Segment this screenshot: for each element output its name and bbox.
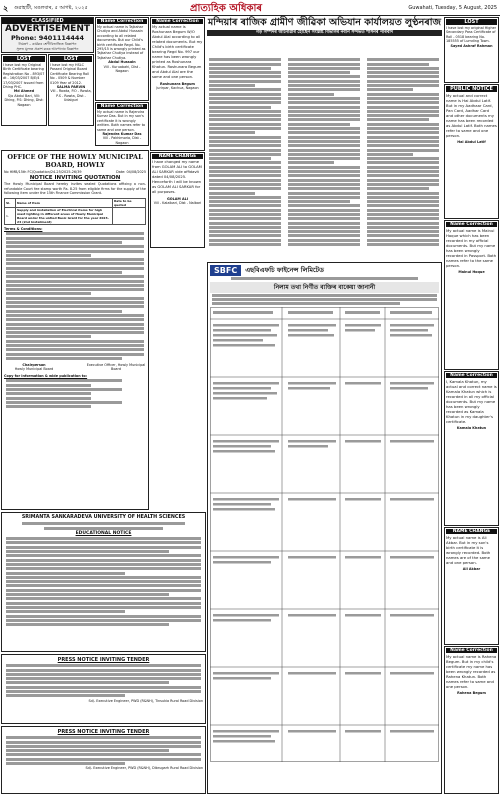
article-column-2 <box>286 57 362 259</box>
lost-notice-right <box>444 17 499 83</box>
notice-ref-no: No HMB/15th FC/Quotation/24-25/2025-26/39 <box>4 170 82 174</box>
lost-address: S/o Abdul Bari, Vill: Dhing, P.S: Dhing, Dist: Nagaon <box>4 93 44 107</box>
notice-signature: Kamala Khatun <box>456 426 487 430</box>
notice-title: Name Correction <box>446 222 497 227</box>
feature-subheadline: গড় সম্পদৰ আনোৱাৰ হোছেন সংশ্লিষ্ট বিভাগৰ নবীন সন্দৰ্ভত শাসনৰ পৰিবাদ <box>207 30 442 36</box>
lost-signature: SALMA PARVIN <box>56 85 86 90</box>
name-correction-col2-2 <box>95 102 149 146</box>
public-notice-signature: Hai Abdul Latif <box>457 140 486 144</box>
notice-address: Vill - Kalaibari, Dist - Nalbari <box>153 201 202 206</box>
pwd-notice-text <box>4 736 203 765</box>
notice-copy-to: Copy for information & wide publication to: <box>4 373 88 378</box>
signature-left <box>4 363 64 372</box>
name-correction-col2-1 <box>95 17 149 101</box>
notice-terms-title: Terms & Conditions: <box>4 226 43 231</box>
name-change-right <box>444 527 499 645</box>
public-notice <box>444 84 499 219</box>
lost-body: I have lost my HSLC Passed Original Board Certificate Bearing Roll No - 0509 & Number 0109 Year of 2012. <box>50 63 90 85</box>
page-number: ২ <box>3 4 9 13</box>
lost-title: LOST <box>446 19 497 25</box>
notice-body: My actual name is Mainul Hoque which has been recorded in my official documents. But my name has been wrongly recorded in Passport. Both names refer to the same person. <box>446 228 497 268</box>
public-notice-body: My actual and correct name is Hai Abdul Latif. But in my Aadhaar Card, Pan Card, Aadhar Card and other documents my name has been recorded as Abdul Latif. Both names refer to same and one person. <box>446 93 497 138</box>
newspaper-logo: প্ৰাত্যহিক অধিকাৰ <box>190 3 263 14</box>
sbfc-title: নিলাম তথা নিৰ্ণীত ব্যক্তিৰ বাকেয়া জানানী <box>210 282 439 293</box>
table-row <box>5 207 146 224</box>
university-notice-text <box>4 537 203 626</box>
date-left: গুৱাহাটী, মঙলবাৰ, ৫ আগষ্ট, ২০২৫ <box>14 5 88 11</box>
notice-title: NAME CHANGE <box>152 154 203 159</box>
table-cell: 1. <box>5 207 16 224</box>
notice-title: Name Correction <box>152 19 203 24</box>
pwd-notice-title: PRESS NOTICE INVITING TENDER <box>57 657 150 663</box>
article-column-3 <box>365 57 441 259</box>
lost-signature: Sayed Ashraf Rahman <box>450 43 493 48</box>
name-correction-right-3 <box>444 646 499 794</box>
sbfc-property-table <box>210 307 439 762</box>
table-header: Rate to be quoted <box>113 198 146 207</box>
lost-address: Vill - Rowta, P.O - Rowta, P.S - Rowta, Dist - Udalguri <box>50 89 92 103</box>
sbfc-header <box>210 265 439 276</box>
lost-title: LOST <box>50 56 92 62</box>
notice-signature: Ali Akbar <box>462 567 481 571</box>
pwd-signature: Sd/- Executive Engineer, PWD (R&NH), Dibrugarh Rural Road Division <box>85 766 203 771</box>
classified-phone: Phone: 9401114444 <box>11 34 84 42</box>
notice-item-table <box>4 198 146 225</box>
notice-signatures <box>4 363 146 372</box>
classified-label: CLASSIFIED <box>2 18 93 24</box>
classified-heading: ADVERTISEMENT <box>5 24 90 34</box>
pwd-tender-notice-1 <box>1 654 206 724</box>
classified-tagline-2: সুলভ মূল্যত প্ৰকাশ কৰক আপোনাৰ বিজ্ঞাপন <box>16 46 79 51</box>
notice-terms-text <box>4 232 146 360</box>
pwd-notice-text <box>4 664 203 697</box>
table-cell <box>113 207 146 224</box>
feature-article <box>207 17 442 260</box>
classified-tagline-1: নিয়ন্ত্ৰণ – কাৰ্যকৰ শ্ৰেণীবিভাজিত বিজ্ঞাপন <box>18 42 77 46</box>
table-cell: Supply and installation of Electrical items for high mast lighting in different areas of Howly Municipal Board under the untied Basic Grant for the year 2023-24 (2nd Installment) <box>16 207 113 224</box>
notice-title: Name Correction <box>446 373 497 378</box>
classified-header <box>1 17 94 53</box>
notice-signature: Roshunara Begum <box>160 82 195 86</box>
notice-title: Name Correction <box>97 19 147 24</box>
signature-name: Chairperson <box>22 362 46 367</box>
name-correction-right-2 <box>444 371 499 526</box>
notice-signature: Abdul Hussain <box>108 60 136 65</box>
notice-ref-date: Date: 04/08/2025 <box>116 170 146 174</box>
lost-title: LOST <box>3 56 45 62</box>
lost-body: I have lost my Original Birth Certificate bearing Registration No - 893/07 dt - 16/03/2007 B/E/4 17/03/2007 issued from Dhing PHC. <box>3 63 45 90</box>
name-correction-col3-1 <box>150 17 205 151</box>
sbfc-auction-notice <box>207 262 442 794</box>
masthead <box>0 0 500 16</box>
pwd-tender-notice-2 <box>1 726 206 794</box>
sbfc-name: এছবিএফচি ফাইনেন্স লিমিটেড <box>245 266 324 274</box>
name-correction-right-1 <box>444 220 499 370</box>
signature-right: Executive Officer, Howly Municipal Board <box>86 362 146 372</box>
notice-body: My actual name is Rajendra Kumar Das. But in my son's certificate it is wrongly written. Both names refer to same and one person. <box>97 110 146 132</box>
public-notice-title: PUBLIC NOTICE <box>446 86 497 92</box>
name-change-col3 <box>150 152 205 248</box>
sbfc-intro <box>210 294 439 306</box>
lost-notice-1 <box>1 54 47 126</box>
notice-body: My actual name is Rahena Begum. But in my child's certificate my name has been wrongly recorded as Rahena Khatun. Both names refer to same and one person. <box>446 654 497 689</box>
notice-title: NOTICE INVITING QUOTATION <box>29 175 121 182</box>
notice-body: I have changed my name from GOLAM ALI to GOLAM ALI SARKAR vide affidavit dated 04/08/2025. Henceforth I will be known as GOLAM ALI SARKAR for all purposes. <box>152 160 202 194</box>
university-address <box>4 522 203 529</box>
article-column-1 <box>207 57 283 259</box>
date-right: Guwahati, Tuesday, 5 August, 2025 <box>408 5 497 11</box>
copy-list <box>4 379 146 408</box>
lost-signature: Md Ahmed <box>13 89 35 94</box>
signature-office: Howly Municipal Board <box>14 367 54 372</box>
pwd-signature: Sd/- Executive Engineer, PWD (R&NH), Tinsukia Rural Road Division <box>88 698 203 703</box>
notice-signature: Rahena Begum <box>457 691 486 695</box>
notice-body: My actual name is Roshunara Begum W/O Abdul Alal according to all related documents. But my Child's birth certificate bearing Regd No. 997 our name has been wrongly printed as Roshunara Khatun. Roshunara Begum and Abdul Alal are the same and one person. <box>152 25 203 79</box>
university-subtitle: EDUCATIONAL NOTICE <box>75 530 132 536</box>
university-title: SRIMANTA SANKARADEVA UNIVERSITY OF HEALTH SCIENCES <box>21 515 186 520</box>
notice-ref-row <box>4 170 146 174</box>
howly-municipal-notice <box>1 150 149 510</box>
notice-body: My actual name is Ali Akbar. But in my son's birth certificate it is wrongly recorded. Both names are of the same and one person. <box>446 535 491 565</box>
srimanta-university-notice <box>1 512 206 652</box>
sbfc-logo: SBFC <box>210 265 241 276</box>
feature-headline: মন্দিয়াৰ ৰাজিক গ্ৰামীণ জীৱিকা অভিযান কাৰ্যালয়ত লুণ্ঠনৰাজ <box>208 17 441 28</box>
lost-notice-2 <box>48 54 94 126</box>
notice-title: Name Correction <box>97 104 147 109</box>
notice-signature: Mainul Hoque <box>458 270 485 274</box>
sbfc-address <box>210 277 439 280</box>
notice-signature: GOLAM ALI <box>166 197 189 201</box>
notice-office: OFFICE OF THE HOWLY MUNICIPAL BOARD, HOWLY <box>7 153 143 169</box>
table-header: Sl. <box>5 198 16 207</box>
notice-intro: The Howly Municipal Board hereby invites sealed Quotations affixing a non-refundable Court fee stamp worth Rs. 8.25 from eligible firms for the supply of the following item under the 15th Finance Commission Grant. <box>4 182 146 196</box>
notice-address: Vill - Kuruabahi, Dist - Nagaon <box>103 64 141 74</box>
notice-title: Name Correction <box>446 648 497 653</box>
notice-body: I, Kamala Khatun, my actual and correct name is Kamala Khatun which is recorded in all my official documents. But my name has been wrongly recorded as Kamala Khatun in my daughter's certificate. <box>446 379 497 424</box>
pwd-notice-title: PRESS NOTICE INVITING TENDER <box>57 729 150 735</box>
notice-address: Jurirpar, Kachua, Nagaon <box>156 86 199 91</box>
table-header: Name of Item <box>16 198 113 207</box>
notice-signature: Rajendra Kumar Das <box>102 132 142 137</box>
notice-body: My actual name is Tajkahar Chutiya and Abdul Hussain according to all related documents. But our Child's birth certificate Regd. No. 295/15 is wrongly printed as Tajkahar Chutiya instead of Tajkahar Chutiya. <box>97 25 146 60</box>
lost-body: I have lost my original Higher Secondary Pass Certificate of Roll - 0518 bearing No. 185555 of Lumding Town. <box>446 26 497 44</box>
notice-title: NAME CHANGE <box>446 529 497 534</box>
notice-address: Vill - Pakhimoria, Dist - Nagaon <box>102 136 142 145</box>
